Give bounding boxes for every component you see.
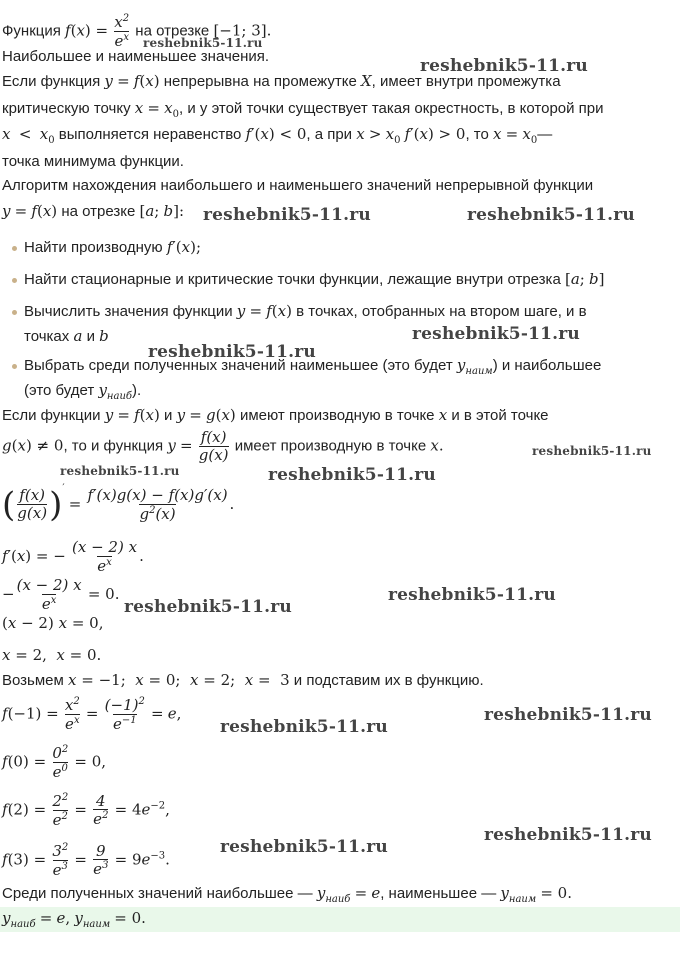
- step-3b: точках a и b: [24, 327, 109, 345]
- watermark: reshebnik5-11.ru: [220, 717, 388, 737]
- watermark: reshebnik5-11.ru: [532, 444, 652, 458]
- theory-line-1: Если функция y = f(x) непрерывна на промежутке X, имеет внутри промежутка: [2, 72, 561, 90]
- intro-interval: [−1; 3].: [213, 21, 272, 40]
- step-2: Найти стационарные и критические точки функции, лежащие внутри отрезка [a; b]: [24, 270, 605, 288]
- value-f-3: f(3) = $\frac{3^2}{e^3}$ = $\frac{9}{e^3}$ = $9e^{-3}$.: [2, 841, 170, 879]
- watermark: reshebnik5-11.ru: [143, 36, 263, 50]
- algorithm-line-2: y = f(x) на отрезке [a; b]:: [2, 202, 185, 220]
- watermark: reshebnik5-11.ru: [467, 205, 635, 225]
- watermark: reshebnik5-11.ru: [484, 825, 652, 845]
- answer: $y_{наиб} = e$, $y_{наим} = 0$.: [2, 909, 146, 930]
- value-f-minus-1: f(−1) = $\frac{x^2}{e^x}$ = $\frac{(-1)^2}{e^{-1}}$ = e,: [2, 696, 182, 733]
- step-3a: Вычислить значения функции y = f(x) в точках, отобранных на втором шаге, и в: [24, 302, 587, 320]
- bullet-3: [12, 310, 17, 315]
- quotient-line-2: g(x) ≠ 0, то и функция y = $\frac{f(x)}{g(x)}$ имеет производную в точке x.: [2, 428, 444, 464]
- roots: x = 2, x = 0.: [2, 646, 102, 664]
- step-4b: (это будет $y_{наиб}$).: [24, 381, 142, 402]
- watermark: reshebnik5-11.ru: [412, 324, 580, 344]
- watermark: reshebnik5-11.ru: [268, 465, 436, 485]
- watermark: reshebnik5-11.ru: [60, 464, 180, 478]
- intro-tail: на отрезке: [135, 22, 210, 40]
- derivative: f′(x) = − $\frac{(x - 2) x}{e^x}$ .: [2, 538, 144, 575]
- conclusion: Среди полученных значений наибольшее — $y_{наиб} = e$, наименьшее — $y_{наим} = 0$.: [2, 884, 572, 905]
- theory-line-4: точка минимума функции.: [2, 153, 184, 170]
- theory-line-3: $x < x_0$ выполняется неравенство f′(x) < 0, а при $x > x_0$ f′(x) > 0, то $x = x_0—$: [2, 125, 553, 146]
- watermark: reshebnik5-11.ru: [203, 205, 371, 225]
- intro-fraction: $\frac{x^2}{e^x}$: [114, 13, 130, 50]
- take-points: Возьмем x = −1; x = 0; x = 2; x = 3 и подставим их в функцию.: [2, 671, 484, 689]
- quotient-formula: ( $\frac{f(x)}{g(x)}$ )′ = $\frac{f'(x)g(x) - f(x)g'(x)}{g^2(x)}$ .: [2, 483, 235, 526]
- bullet-1: [12, 246, 17, 251]
- watermark: reshebnik5-11.ru: [220, 837, 388, 857]
- value-f-2: f(2) = $\frac{2^2}{e^2}$ = $\frac{4}{e^2}$ = $4e^{-2}$,: [2, 791, 170, 829]
- step-1: Найти производную f′(x);: [24, 238, 202, 256]
- watermark: reshebnik5-11.ru: [420, 56, 588, 76]
- heading: Наибольшее и наименьшее значения.: [2, 48, 270, 65]
- equation-zero: − $\frac{(x - 2) x}{e^x}$ = 0.: [2, 576, 120, 613]
- watermark: reshebnik5-11.ru: [388, 585, 556, 605]
- watermark: reshebnik5-11.ru: [484, 705, 652, 725]
- bullet-4: [12, 364, 17, 369]
- watermark: reshebnik5-11.ru: [124, 597, 292, 617]
- algorithm-title: Алгоритм нахождения наибольшего и наименьшего значений непрерывной функции: [2, 177, 594, 194]
- bullet-2: [12, 278, 17, 283]
- intro-line: Функция f(x) = $\frac{x^2}{e^x}$ на отрезке [−1; 3].: [2, 13, 272, 50]
- quotient-line-1: Если функции y = f(x) и y = g(x) имеют производную в точке x и в этой точке: [2, 406, 549, 424]
- equation-product: (x − 2) x = 0,: [2, 614, 104, 632]
- intro-word: Функция: [2, 22, 61, 40]
- theory-line-2: критическую точку $x = x_0$, и у этой точки существует такая окрестность, в которой при: [2, 99, 604, 120]
- watermark: reshebnik5-11.ru: [148, 342, 316, 362]
- value-f-0: f(0) = $\frac{0^2}{e^0}$ = 0,: [2, 744, 107, 781]
- step-4a: Выбрать среди полученных значений наименьшее (это будет $y_{наим}$) и наибольшее: [24, 356, 602, 377]
